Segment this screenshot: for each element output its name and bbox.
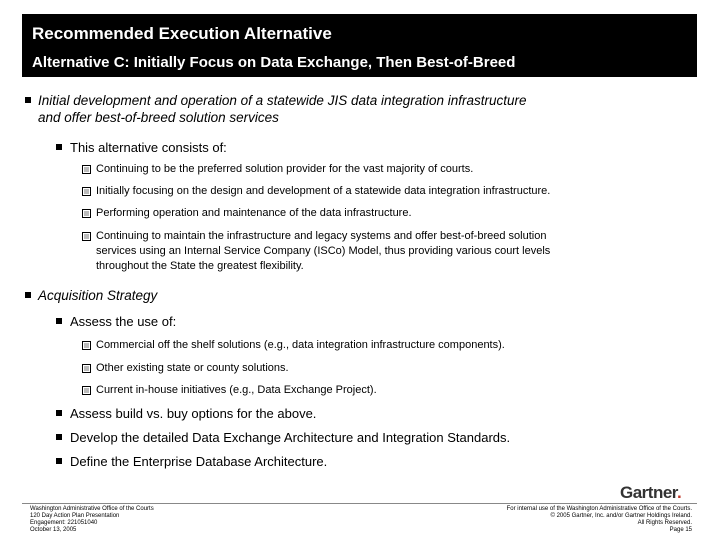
sub-bullet-build-buy: Assess build vs. buy options for the above. [70,406,317,421]
item-line: Continuing to maintain the infrastructure and legacy systems and offer best-of-breed solution [96,230,547,242]
gartner-logo [620,483,681,503]
bullet-square-icon [56,410,62,416]
footer-divider [22,503,697,504]
title-banner [22,14,697,77]
footer-line: © 2005 Gartner, Inc. and/or Gartner Holdings Ireland. [550,513,692,519]
footer-line: October 13, 2005 [30,527,77,533]
footer-left [30,506,154,534]
checkbox-bullet-icon [82,187,91,196]
logo-text: Gartner [620,483,677,502]
bullet-square-icon [25,292,31,298]
bullet-1-line-1: Initial development and operation of a statewide JIS data integration infrastructure [38,93,527,108]
footer-line: Washington Administrative Office of the Courts [30,506,154,512]
item-line: throughout the State the greatest flexibility. [96,260,304,272]
item-initially-focusing: Initially focusing on the design and development of a statewide data integration infrastructure. [96,185,551,197]
footer-line: All Rights Reserved. [637,520,692,526]
bullet-acquisition-strategy: Acquisition Strategy [38,288,158,303]
checkbox-bullet-icon [82,209,91,218]
sub-bullet-consists: This alternative consists of: [70,140,227,155]
checkbox-bullet-icon [82,232,91,241]
footer-right [507,506,692,534]
bullet-square-icon [56,458,62,464]
sub-bullet-database-arch: Define the Enterprise Database Architecture. [70,454,328,469]
slide-subtitle: Alternative C: Initially Focus on Data Exchange, Then Best-of-Breed [32,54,516,71]
item-continuing-maintain [96,229,550,274]
checkbox-bullet-icon [82,165,91,174]
footer-line: 120 Day Action Plan Presentation [30,513,120,519]
item-current-initiatives: Current in-house initiatives (e.g., Data Exchange Project). [96,384,377,396]
item-operation-maintenance: Performing operation and maintenance of the data infrastructure. [96,207,412,219]
item-line: services using an Internal Service Company (ISCo) Model, thus providing various court levels [96,245,551,257]
logo-dot: . [676,483,682,502]
footer-line: Page 15 [669,527,692,533]
checkbox-bullet-icon [82,341,91,350]
footer-line: Engagement: 221051040 [30,520,98,526]
bullet-square-icon [56,144,62,150]
item-commercial-shelf: Commercial off the shelf solutions (e.g., data integration infrastructure components). [96,339,505,351]
bullet-square-icon [56,434,62,440]
bullet-square-icon [25,97,31,103]
item-preferred-provider: Continuing to be the preferred solution provider for the vast majority of courts. [96,163,474,175]
checkbox-bullet-icon [82,386,91,395]
bullet-1 [38,92,527,126]
footer-line: For internal use of the Washington Administrative Office of the Courts. [506,506,692,512]
item-other-solutions: Other existing state or county solutions. [96,362,289,374]
bullet-square-icon [56,318,62,324]
slide-title: Recommended Execution Alternative [32,24,332,43]
sub-bullet-data-exchange-arch: Develop the detailed Data Exchange Architecture and Integration Standards. [70,430,511,445]
bullet-1-line-2: and offer best-of-breed solution services [38,110,279,125]
sub-bullet-assess-use: Assess the use of: [70,314,177,329]
checkbox-bullet-icon [82,364,91,373]
